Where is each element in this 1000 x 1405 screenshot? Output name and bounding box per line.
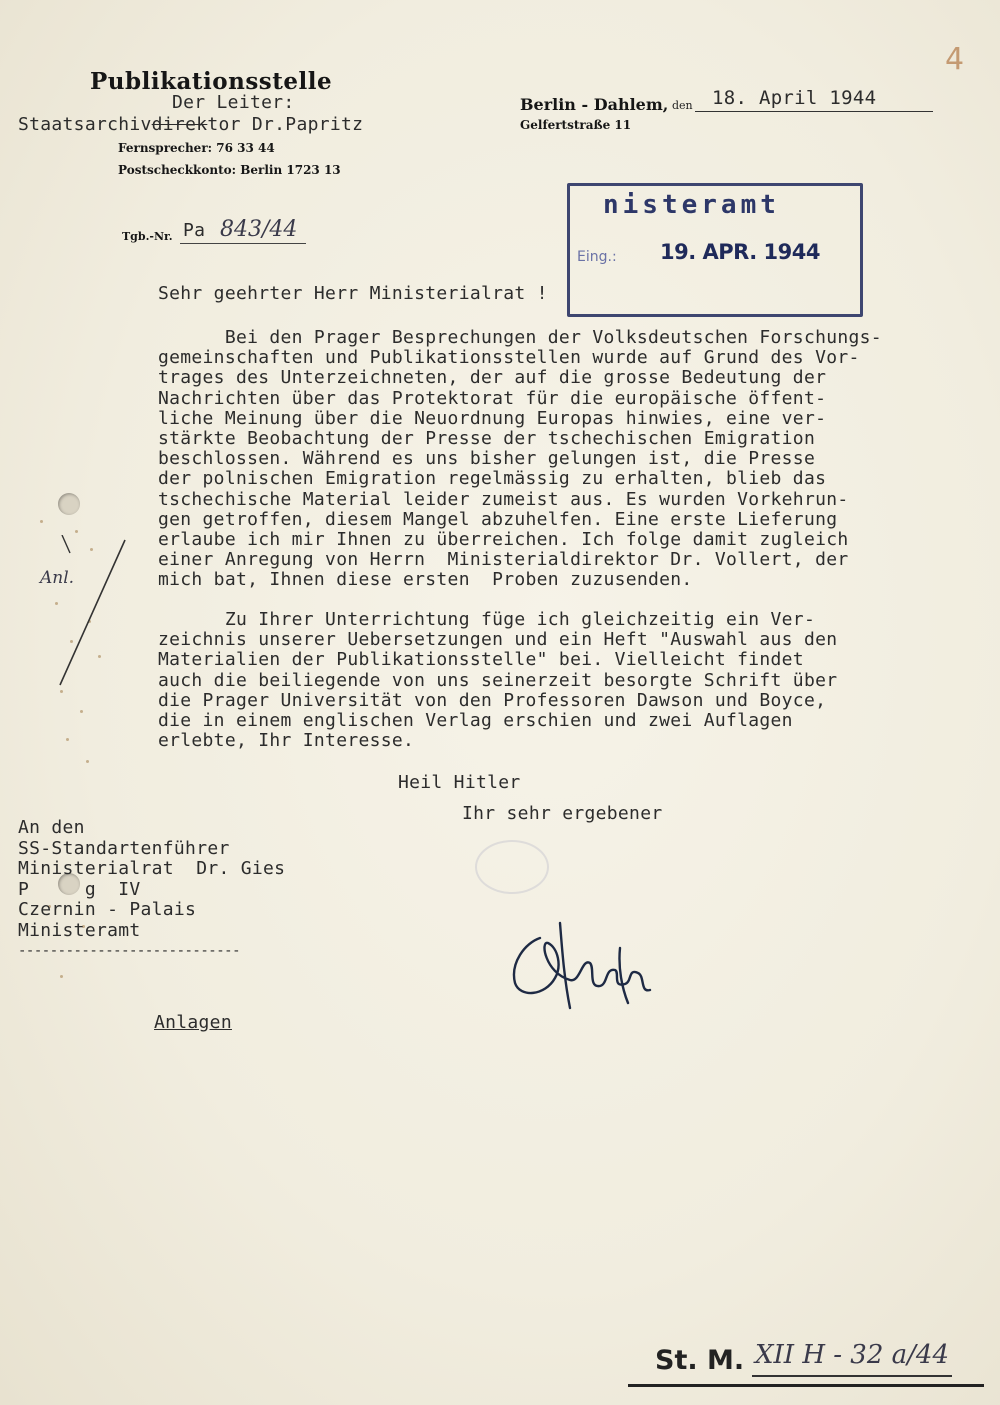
city: Berlin - Dahlem, xyxy=(520,95,669,114)
archive-bracket-line xyxy=(628,1384,984,1387)
address-divider: ---------------------------- xyxy=(18,943,241,959)
director-label: Der Leiter: xyxy=(172,92,295,113)
closing-phrase: Ihr sehr ergebener xyxy=(462,803,663,824)
margin-note: Anl. xyxy=(40,568,75,588)
letter-date: 18. April 1944 xyxy=(712,87,877,109)
punch-hole-top xyxy=(58,493,80,515)
street-address: Gelfertstraße 11 xyxy=(520,118,632,132)
enclosures-label: Anlagen xyxy=(154,1012,232,1033)
stamp-office: nisteramt xyxy=(603,190,780,220)
organization-name: Publikationsstelle xyxy=(90,68,333,95)
reference-underline xyxy=(180,243,306,244)
signature xyxy=(500,918,670,1013)
phone-number: Fernsprecher: 76 33 44 xyxy=(118,141,275,155)
reference-number: 843/44 xyxy=(220,217,298,242)
recipient-address: An den SS-Standartenführer Ministerialrat Dr. Gies P g IV Czernin - Palais Ministeramt xyxy=(18,817,286,941)
margin-annotation-stroke xyxy=(40,535,130,695)
archive-underline xyxy=(752,1375,952,1377)
closing-salute: Heil Hitler xyxy=(398,772,521,793)
director-name: Staatsarchivdirektor Dr.Papritz xyxy=(18,114,364,135)
archive-prefix: St. M. xyxy=(655,1345,745,1376)
date-underline xyxy=(695,111,933,112)
reference-prefix: Pa xyxy=(183,220,206,241)
date-prefix: den xyxy=(672,99,693,112)
body-paragraph-1: Bei den Prager Besprechungen der Volksdeutschen Forschungs- gemeinschaften und Publikationsstellen wurde auf Grund des Vor- trages des Unterzeichneten, der auf die grosse Bedeutung der Nachrichten über das Protektorat für die europäische öffent- liche Meinung über die Neuordnung Europas hinwies, eine ver- stärkte Beobachtung der Presse der tschechischen Emigration beschlossen. Während es uns bisher gelungen ist, die Presse der polnischen Emigration regelmässig zu erhalten, blieb das tschechische Material leider zumeist aus. Es wurden Vorkehrun- gen getroffen, diesem Mangel abzuhelfen. Eine erste Lieferung erlaube ich mir Ihnen zu überreichen. Ich folge damit zugleich einer Anregung von Herrn Ministerialdirektor Dr. Vollert, der mich bat, Ihnen diese ersten Proben zuzusenden. xyxy=(158,327,882,591)
stamp-received-label: Eing.: xyxy=(577,249,617,265)
salutation: Sehr geehrter Herr Ministerialrat ! xyxy=(158,283,548,304)
faint-stamp-mark xyxy=(475,840,549,894)
body-paragraph-2: Zu Ihrer Unterrichtung füge ich gleichzeitig ein Ver- zeichnis unserer Uebersetzungen und ein Heft "Auswahl aus den Materialien der Publikationsstelle" bei. Vielleicht findet auch die beiliegende von uns seinerzeit besorgte Schrift über die Prager Universität von den Professoren Dawson und Boyce, die in einem englischen Verlag erschien und zwei Auflagen erlebte, Ihr Interesse. xyxy=(158,609,838,752)
archive-reference: XII H - 32 a/44 xyxy=(755,1340,949,1370)
reference-label: Tgb.-Nr. xyxy=(122,230,173,243)
stamp-received-date: 19. APR. 1944 xyxy=(660,240,820,264)
postal-account: Postscheckkonto: Berlin 1723 13 xyxy=(118,163,341,177)
page-number: 4 xyxy=(945,42,965,77)
